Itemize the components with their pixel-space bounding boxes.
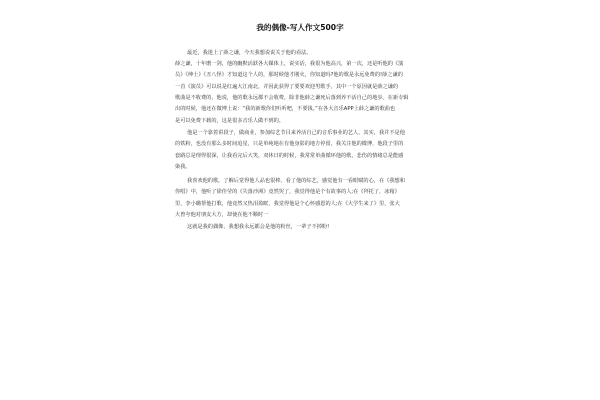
paragraph-line: 你唱》中，他听了徐佳莹的《失落沙洲》竟然哭了，我觉得他是个有故事的人;在《拜托了，冰箱》 — [175, 189, 400, 195]
paragraph-line: 出的时候，他还在微博上说：“我的新歌你们听听吧，不要钱。”在各大音乐APP上薛之谦的歌曲也 — [175, 106, 396, 112]
paragraph-line: 染我。 — [175, 164, 191, 170]
paragraph-line: 是可以免费下载的，这是很多音乐人做不到的。 — [175, 118, 284, 124]
paragraph-line: 套路总是理得很深，让我看完后大笑，双休日的时候，我常常单曲循环他的歌，悲伤的情绪总是能感 — [175, 153, 404, 159]
paragraph-line: 里，李小璐帮他打歌，他竟然又热泪盈眶，我觉得他是个心怀感恩的人;在《大学生来了》里，张大 — [175, 201, 400, 207]
paragraph-line: 一首《演员》可以说是红遍大江南北，并因此获得了要要欢迎男歌手，其中一个原因就是薛之谦的 — [175, 84, 399, 90]
paragraph-line: 最近，我迷上了薛之谦，今天我想说说关于他的看法。 — [187, 50, 312, 56]
paragraph-line: 歌曲是不收费的，他说，他的歌永远都不会收费，除非他薛之谦死后落到养不活自己的地步。在新专辑 — [175, 95, 409, 101]
paragraph-line: 他是一个靠着讲段子，做商业，参加综艺节目来养活自己的音乐事业的艺人，其实，我并不是他 — [187, 130, 405, 136]
paragraph-line: 的铁粉，也没有那么多时间追星，只是单纯地在有他身影的地方停留，我关注他的微博，他段子里的 — [175, 141, 404, 147]
paragraph-line: 我喜欢他的歌，了解后觉得他人品也很棒，看了他的综艺，感觉他有一看眼赋的心，在《我想和 — [187, 178, 405, 184]
paragraph-line: 这就是我的偶像，我想我永远都会是他的粉丝，一辈子不掉粉! — [187, 224, 330, 230]
document-title: 我的偶像-写人作文500字 — [256, 23, 344, 32]
paragraph-line: 大曾夸他对朋友大方，却使在他不顺时一 — [175, 212, 269, 218]
paragraph-line: 员》《绅士》《丑八怪》才知道这个人的，那时候他才刚火，你知道吗?他的歌是永远免费的!薛之谦的 — [175, 72, 403, 78]
paragraph-line: 薛之谦，十年磨一剑，他的幽默活跃各大媒体上，说实话，我很为他高兴，第一次，还是听他的《演 — [175, 61, 404, 67]
